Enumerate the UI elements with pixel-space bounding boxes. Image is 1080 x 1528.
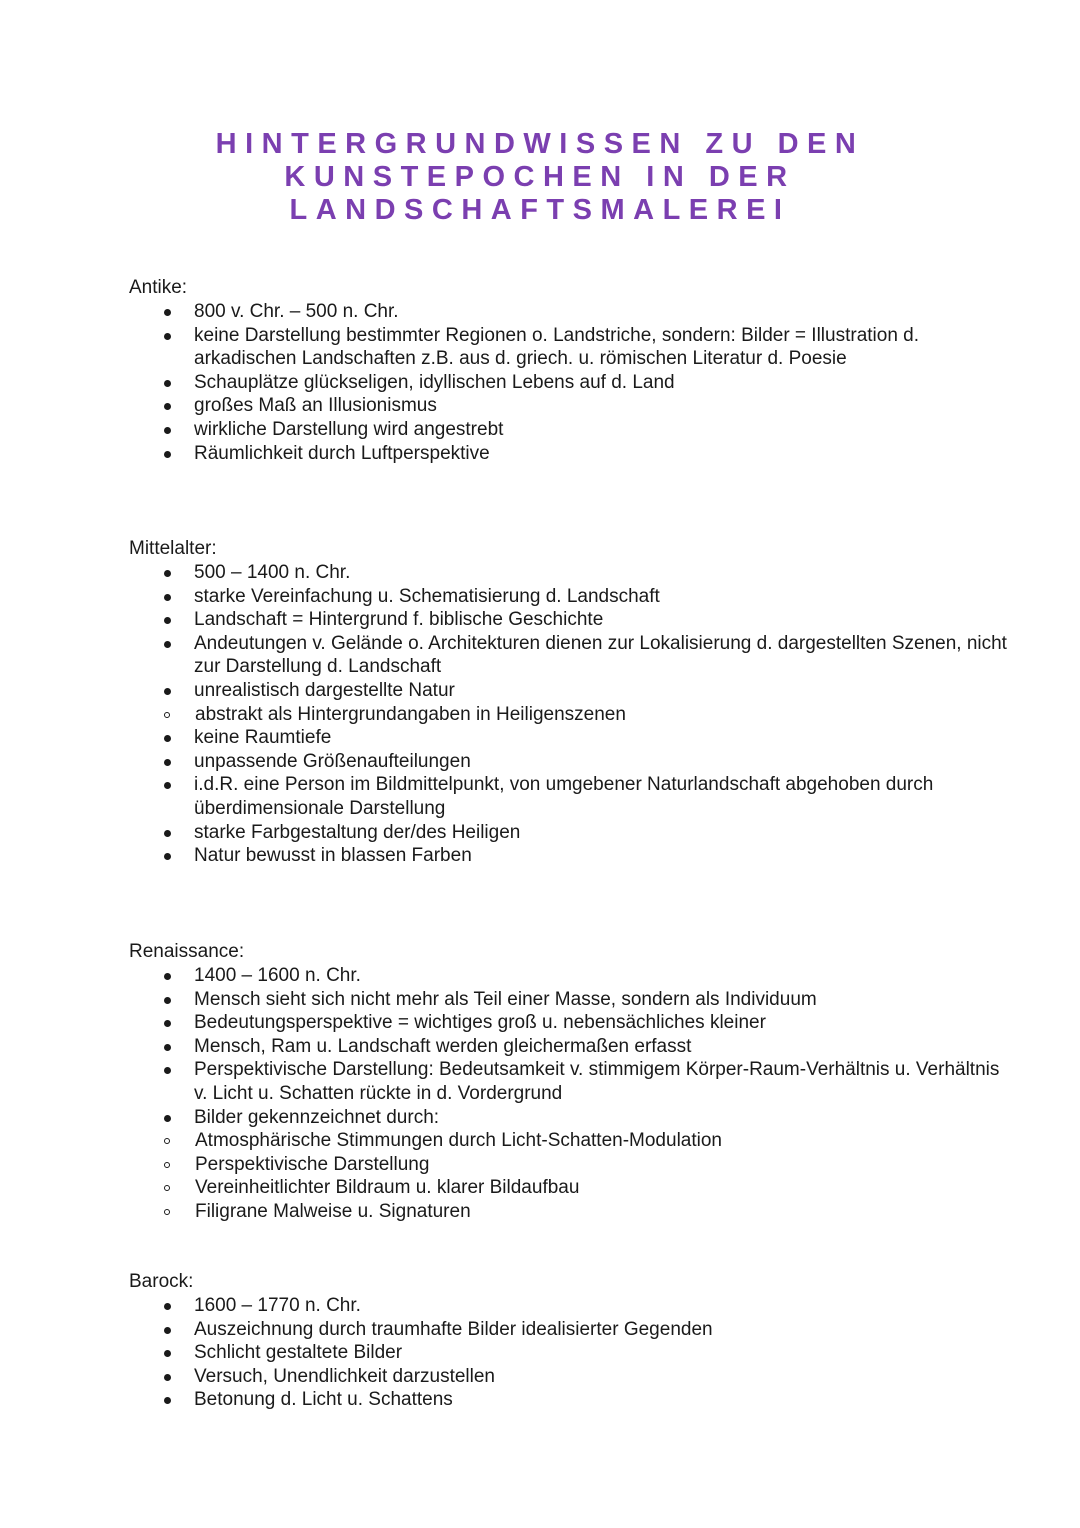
circle-bullet-icon: [164, 1138, 170, 1144]
bullet-icon: [164, 309, 171, 316]
circle-bullet-icon: [164, 1185, 170, 1191]
bullet-icon: [164, 735, 171, 742]
bullet-icon: [164, 1327, 171, 1334]
sub-list-item: Vereinheitlichter Bildraum u. klarer Bildaufbau: [129, 1176, 1009, 1200]
section-heading: Mittelalter:: [129, 538, 217, 559]
circle-bullet-icon: [164, 1209, 170, 1215]
sub-list-item: Atmosphärische Stimmungen durch Licht-Schatten-Modulation: [129, 1129, 1009, 1153]
bullet-icon: [164, 1020, 171, 1027]
bullet-icon: [164, 830, 171, 837]
list-item: 800 v. Chr. – 500 n. Chr.: [129, 300, 1009, 324]
bullet-icon: [164, 451, 171, 458]
bullet-icon: [164, 1397, 171, 1404]
bullet-list: [129, 300, 1009, 465]
list-item: keine Raumtiefe: [129, 726, 1009, 750]
list-item: Perspektivische Darstellung: Bedeutsamkeit v. stimmigem Körper-Raum-Verhältnis u. Verhältnis v. Licht u. Schatten rückte in d. Vordergrund: [129, 1058, 1009, 1105]
circle-bullet-icon: [164, 712, 170, 718]
bullet-icon: [164, 594, 171, 601]
list-item: Bedeutungsperspektive = wichtiges groß u. nebensächliches kleiner: [129, 1011, 1009, 1035]
sub-list-item: Perspektivische Darstellung: [129, 1153, 1009, 1177]
list-item: wirkliche Darstellung wird angestrebt: [129, 418, 1009, 442]
bullet-icon: [164, 1350, 171, 1357]
list-item: 1400 – 1600 n. Chr.: [129, 964, 1009, 988]
list-item: 500 – 1400 n. Chr.: [129, 561, 1009, 585]
bullet-icon: [164, 1115, 171, 1122]
section-heading: Antike:: [129, 277, 188, 298]
list-item: Mensch, Ram u. Landschaft werden gleichermaßen erfasst: [129, 1035, 1009, 1059]
sub-list: [129, 1129, 1009, 1223]
title-line-3: LANDSCHAFTSMALEREI: [289, 194, 791, 226]
list-item: keine Darstellung bestimmter Regionen o. Landstriche, sondern: Bilder = Illustration d. arkadischen Landschaften z.B. aus d. griech. u. römischen Literatur d. Poesie: [129, 324, 1009, 371]
bullet-icon: [164, 641, 171, 648]
bullet-icon: [164, 853, 171, 860]
title-line-2: KUNSTEPOCHEN IN DER: [284, 161, 796, 193]
bullet-icon: [164, 997, 171, 1004]
bullet-icon: [164, 427, 171, 434]
bullet-icon: [164, 617, 171, 624]
bullet-icon: [164, 759, 171, 766]
list-item: Betonung d. Licht u. Schattens: [129, 1388, 1009, 1412]
list-item: i.d.R. eine Person im Bildmittelpunkt, von umgebener Naturlandschaft abgehoben durch überdimensionale Darstellung: [129, 773, 1009, 820]
list-item: Bilder gekennzeichnet durch: Atmosphärische Stimmungen durch Licht-Schatten-Modulation Perspektivische Darstellung Vereinheitlichter Bildraum u. klarer Bildaufbau Filigrane Malweise u. Signaturen: [129, 1106, 1009, 1224]
list-item: Auszeichnung durch traumhafte Bilder idealisierter Gegenden: [129, 1318, 1009, 1342]
list-item: Landschaft = Hintergrund f. biblische Geschichte: [129, 608, 1009, 632]
list-item: Andeutungen v. Gelände o. Architekturen dienen zur Lokalisierung d. dargestellten Szenen, nicht zur Darstellung d. Landschaft: [129, 632, 1009, 679]
bullet-icon: [164, 1374, 171, 1381]
list-item: 1600 – 1770 n. Chr.: [129, 1294, 1009, 1318]
section-heading: Renaissance:: [129, 941, 245, 962]
list-item: Mensch sieht sich nicht mehr als Teil einer Masse, sondern als Individuum: [129, 988, 1009, 1012]
bullet-icon: [164, 1044, 171, 1051]
bullet-icon: [164, 1067, 171, 1074]
section-antike: [129, 276, 1009, 465]
section-heading: Barock:: [129, 1271, 194, 1292]
list-item: starke Farbgestaltung der/des Heiligen: [129, 821, 1009, 845]
bullet-icon: [164, 333, 171, 340]
bullet-icon: [164, 380, 171, 387]
bullet-icon: [164, 782, 171, 789]
bullet-icon: [164, 1303, 171, 1310]
list-item: Versuch, Unendlichkeit darzustellen: [129, 1365, 1009, 1389]
bullet-icon: [164, 688, 171, 695]
section-barock: [129, 1270, 1009, 1412]
list-item: Schlicht gestaltete Bilder: [129, 1341, 1009, 1365]
bullet-list: [129, 1294, 1009, 1412]
list-item: Räumlichkeit durch Luftperspektive: [129, 442, 1009, 466]
list-item: unrealistisch dargestellte Natur abstrakt als Hintergrundangaben in Heiligenszenen: [129, 679, 1009, 726]
section-mittelalter: [129, 537, 1009, 868]
sub-list-item: abstrakt als Hintergrundangaben in Heiligenszenen: [129, 703, 1009, 727]
bullet-list: [129, 561, 1009, 868]
title-line-1: HINTERGRUNDWISSEN ZU DEN: [215, 128, 865, 160]
list-item: Natur bewusst in blassen Farben: [129, 844, 1009, 868]
bullet-icon: [164, 570, 171, 577]
bullet-list: [129, 964, 1009, 1224]
bullet-icon: [164, 973, 171, 980]
list-item: Schauplätze glückseligen, idyllischen Lebens auf d. Land: [129, 371, 1009, 395]
list-item: großes Maß an Illusionismus: [129, 394, 1009, 418]
list-item: starke Vereinfachung u. Schematisierung d. Landschaft: [129, 585, 1009, 609]
sub-list-item: Filigrane Malweise u. Signaturen: [129, 1200, 1009, 1224]
page-title: [140, 128, 940, 227]
list-item: unpassende Größenaufteilungen: [129, 750, 1009, 774]
circle-bullet-icon: [164, 1162, 170, 1168]
sub-list: [129, 703, 1009, 727]
section-renaissance: [129, 940, 1009, 1224]
bullet-icon: [164, 403, 171, 410]
